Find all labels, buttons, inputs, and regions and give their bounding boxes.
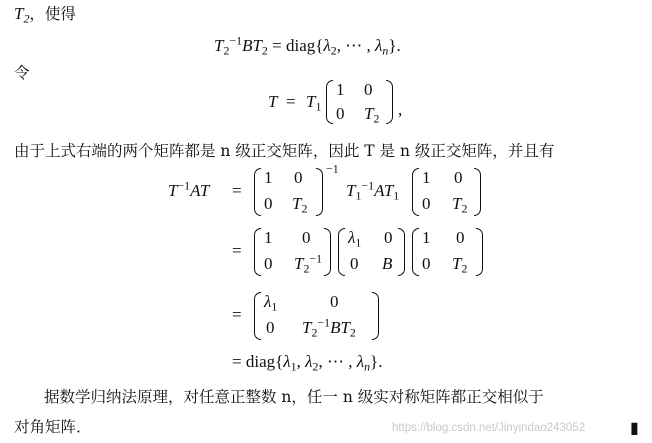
equation-diag-T2: $T_2^{-1}BT_2$ = $diag\{\lambda_2$, ⋯ , $\lambda_n$}. xyxy=(214,33,401,58)
intro-line xyxy=(14,4,76,24)
diag-word: diag xyxy=(285,36,316,55)
equation-block-matrix: = $\lambda_1$ 0 0 $T_2^{-1}BT_2$ xyxy=(232,290,412,342)
sentence-mid: 由于上式右端的两个矩阵都是 n 级正交矩阵，因此 T 是 n 级正交矩阵，并且有 xyxy=(14,142,555,160)
conclusion-line-1: 据数学归纳法原理，对任意正整数 n，任一 n 级实对称矩阵都正交相似于 xyxy=(44,388,544,406)
end-mark: ▮ xyxy=(630,418,639,437)
equation-T-definition: T = $T_1$ 1 0 0 $T_2$ , xyxy=(268,80,403,126)
intro-text: ，使得 xyxy=(29,5,76,23)
conclusion-line-2: 对角矩阵． xyxy=(14,418,92,436)
math-T2: $T_2$ xyxy=(14,4,30,26)
equation-product-step: = 1 0 0 $T_2^{-1}$ $\lambda_1$ 0 0 B 1 0 0 $T_2$ xyxy=(232,226,502,278)
let-word: 令 xyxy=(14,64,30,82)
diag-word-2: diag xyxy=(245,352,276,371)
equation-final-diag: = $diag\{\lambda_1$, $\lambda_2$, ⋯ , $\lambda_n$}. xyxy=(232,352,383,374)
watermark: https://blog.csdn.net/Jinyindao243052 xyxy=(392,422,586,434)
equation-T-inverse-AT: $T^{-1}AT$ = 1 0 0 $T_2$ $^{-1}$ $T_1^{-1}AT_1$ 1 0 0 $T_2$ xyxy=(168,166,498,218)
